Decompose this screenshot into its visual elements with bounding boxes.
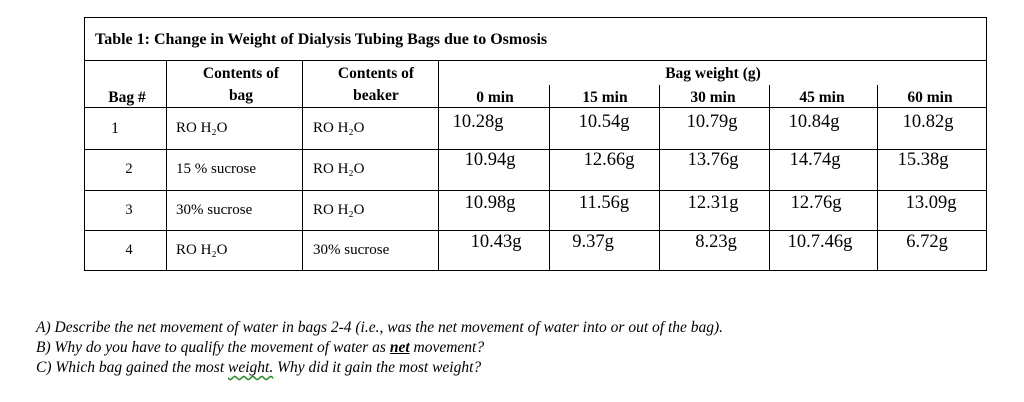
question-b-text: B) Why do you have to qualify the movement of water as <box>36 339 390 356</box>
row2-weight-0: 10.94g <box>464 150 516 170</box>
row1-weight-0: 10.28g <box>452 112 504 132</box>
header-time-15: 15 min <box>582 89 628 106</box>
col-divider <box>877 85 878 271</box>
row2-bag-number: 2 <box>125 161 133 177</box>
row1-weight-60: 10.82g <box>902 112 954 132</box>
question-b-emphasis: net <box>389 339 410 356</box>
questions-block <box>36 318 723 378</box>
header-contents-bag-line2: bag <box>228 87 254 104</box>
row4-weight-0: 10.43g <box>470 232 522 252</box>
row-divider <box>85 190 986 191</box>
row2-bag-contents: 15 % sucrose <box>176 161 256 177</box>
col-divider <box>438 61 439 271</box>
row2-weight-60: 15.38g <box>897 150 949 170</box>
header-contents-beaker-line1: Contents of <box>337 65 415 82</box>
question-c-tail: Why did it gain the most weight? <box>273 359 482 376</box>
col-divider <box>166 61 167 271</box>
question-c-spellcheck-word: weight. <box>228 359 274 376</box>
row2-beaker-contents: RO H₂O <box>313 161 365 177</box>
row4-bag-contents: RO H₂O <box>176 242 228 258</box>
header-bottom-rule <box>85 107 986 108</box>
row-divider <box>85 149 986 150</box>
osmosis-table <box>84 17 987 271</box>
col-divider <box>549 85 550 271</box>
question-a: A) Describe the net movement of water in bags 2-4 (i.e., was the net movement of water into or out of the bag). <box>36 319 724 336</box>
row1-bag-number: 1 <box>111 120 119 137</box>
header-time-0: 0 min <box>476 89 514 106</box>
header-time-30: 30 min <box>690 89 736 106</box>
header-time-45: 45 min <box>799 89 845 106</box>
row3-bag-contents: 30% sucrose <box>176 202 253 218</box>
col-divider <box>769 85 770 271</box>
row4-beaker-contents: 30% sucrose <box>313 242 390 258</box>
row3-beaker-contents: RO H₂O <box>313 202 365 218</box>
row2-weight-30: 13.76g <box>687 150 739 170</box>
question-c-text: C) Which bag gained the most <box>36 359 229 376</box>
row4-weight-15: 9.37g <box>572 232 614 252</box>
row1-beaker-contents: RO H₂O <box>313 120 365 136</box>
row4-weight-60: 6.72g <box>906 232 948 252</box>
row1-weight-30: 10.79g <box>686 112 738 132</box>
question-b-tail: movement? <box>409 339 485 356</box>
header-contents-beaker-line2: beaker <box>353 87 399 104</box>
row3-weight-15: 11.56g <box>578 193 630 213</box>
row2-weight-15: 12.66g <box>583 150 635 170</box>
col-divider <box>659 85 660 271</box>
row1-weight-45: 10.84g <box>788 112 840 132</box>
question-b <box>36 338 723 358</box>
table-title: Table 1: Change in Weight of Dialysis Tubing Bags due to Osmosis <box>95 31 548 48</box>
header-bag-number: Bag # <box>108 89 146 106</box>
row-divider <box>85 230 986 231</box>
row4-weight-45: 10.7.46g <box>787 232 853 252</box>
header-bag-weight: Bag weight (g) <box>665 65 761 82</box>
row3-weight-45: 12.76g <box>790 193 842 213</box>
row1-bag-contents: RO H₂O <box>176 120 228 136</box>
col-divider <box>302 61 303 271</box>
row4-weight-30: 8.23g <box>695 232 737 252</box>
row1-weight-15: 10.54g <box>578 112 630 132</box>
row3-weight-60: 13.09g <box>905 193 957 213</box>
row3-weight-30: 12.31g <box>687 193 739 213</box>
row4-bag-number: 4 <box>125 242 133 258</box>
header-contents-bag-line1: Contents of <box>202 65 280 82</box>
table-title-row <box>85 18 986 61</box>
header-time-60: 60 min <box>907 89 953 106</box>
row2-weight-45: 14.74g <box>789 150 841 170</box>
row3-bag-number: 3 <box>125 202 133 218</box>
row3-weight-0: 10.98g <box>464 193 516 213</box>
question-c <box>36 358 723 378</box>
